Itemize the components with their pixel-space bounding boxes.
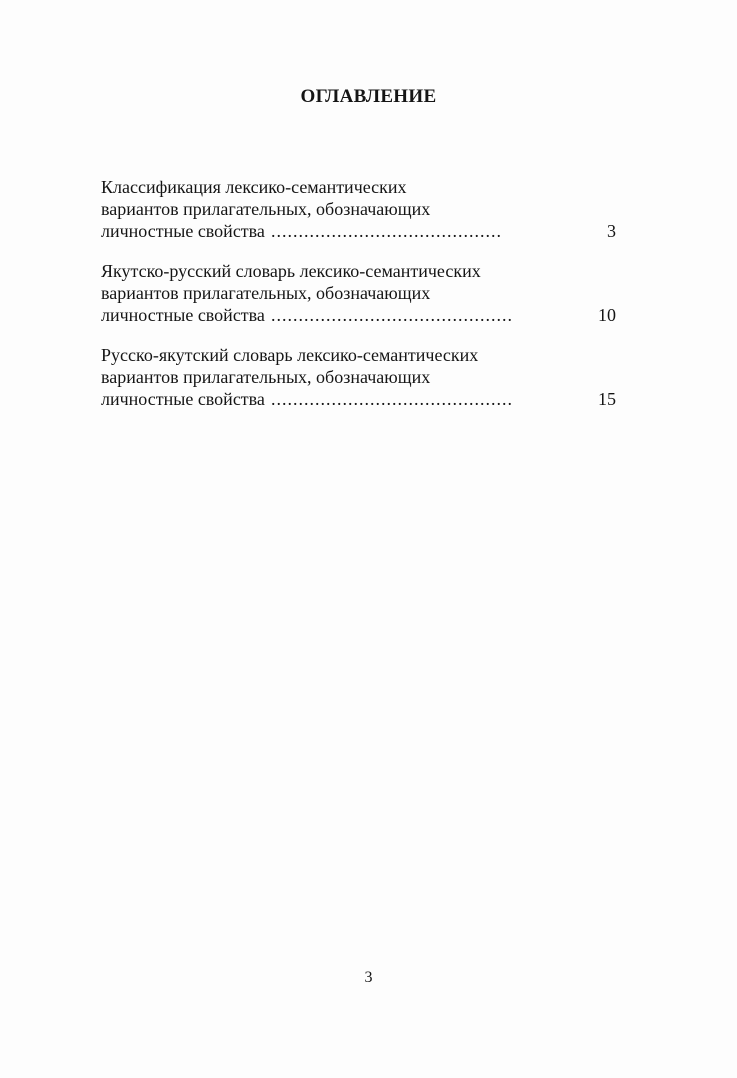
toc-entry-line: вариантов прилагательных, обозначающих — [101, 199, 431, 219]
toc-entry-last-line — [101, 388, 616, 410]
toc-entry — [101, 260, 616, 326]
toc-entry-line: личностные свойства — [101, 221, 265, 241]
toc-entry-last-line — [101, 304, 616, 326]
toc-page-number: 10 — [598, 305, 616, 325]
toc-page-number: 3 — [607, 221, 616, 241]
toc-entry-line: личностные свойства — [101, 305, 265, 325]
toc-entry — [101, 344, 616, 410]
leader-dots: .......................................... — [270, 221, 502, 241]
leader-dots: ............................................ — [270, 305, 513, 325]
toc-page-number: 15 — [598, 389, 616, 409]
toc-entry-line: вариантов прилагательных, обозначающих — [101, 367, 431, 387]
toc-entry-line: Классификация лексико-семантических — [101, 177, 407, 197]
leader-dots: ............................................ — [270, 389, 513, 409]
toc-entry-line: личностные свойства — [101, 389, 265, 409]
toc-list — [101, 176, 616, 428]
toc-heading: ОГЛАВЛЕНИЕ — [300, 86, 437, 107]
toc-entry-line: вариантов прилагательных, обозначающих — [101, 283, 431, 303]
toc-entry — [101, 176, 616, 242]
toc-entry-line: Русско-якутский словарь лексико-семантических — [101, 345, 479, 365]
toc-entry-line: Якутско-русский словарь лексико-семантических — [101, 261, 481, 281]
page-number-footer: 3 — [364, 969, 373, 986]
toc-entry-last-line — [101, 220, 616, 242]
